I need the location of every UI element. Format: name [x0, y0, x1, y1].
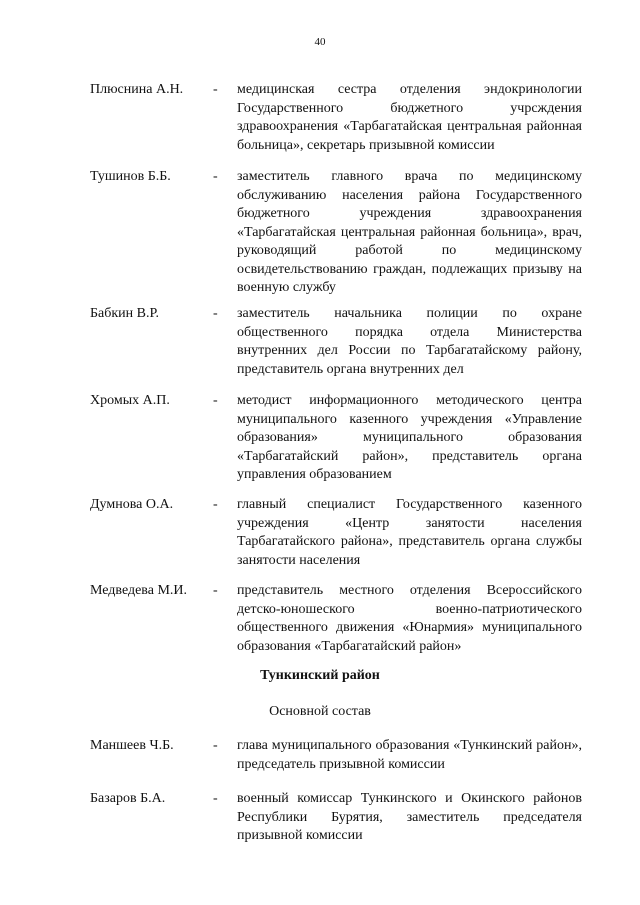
member-description: медицинская сестра отделения эндокринологии Государственного бюджетного учрсждения здравоохранения «Тарбагатайская центральная районная больница», секретарь призывной комиссии — [237, 82, 582, 153]
member-name: Базаров Б.А. — [90, 791, 166, 806]
section-subheading: Основной состав — [269, 704, 371, 719]
member-name: Медведева М.И. — [90, 583, 188, 598]
member-description: представитель местного отделения Всероссийского детско-юношеского военно-патриотического общественного движения «Юнармия» муниципального образования «Тарбагатайский район» — [237, 583, 582, 654]
member-name: Тушинов Б.Б. — [90, 169, 171, 184]
member-description: военный комиссар Тункинского и Окинского районов Республики Бурятия, заместитель председателя призывной комиссии — [237, 791, 582, 843]
dash-separator: - — [213, 82, 218, 97]
member-name: Бабкин В.Р. — [90, 306, 160, 321]
dash-separator: - — [213, 497, 218, 512]
dash-separator: - — [213, 169, 218, 184]
dash-separator: - — [213, 306, 218, 321]
section-heading: Тункинский район — [260, 668, 380, 683]
dash-separator: - — [213, 791, 218, 806]
dash-separator: - — [213, 738, 218, 753]
member-name: Думнова О.А. — [90, 497, 174, 512]
member-name: Маншеев Ч.Б. — [90, 738, 174, 753]
member-name: Плюснина А.Н. — [90, 82, 184, 97]
dash-separator: - — [213, 583, 218, 598]
member-description: глава муниципального образования «Тункинский район», председатель призывной комиссии — [237, 738, 582, 772]
page-number: 40 — [314, 36, 326, 48]
member-description: заместитель начальника полиции по охране общественного порядка отдела Министерства внутренних дел России по Тарбагатайскому району, представитель органа внутренних дел — [237, 306, 582, 377]
dash-separator: - — [213, 393, 218, 408]
member-description: методист информационного методического центра муниципального казенного учреждения «Управление образования» муниципального образования «Тарбагатайский район», представитель органа управления образованием — [237, 393, 582, 482]
member-name: Хромых А.П. — [90, 393, 170, 408]
member-description: заместитель главного врача по медицинскому обслуживанию населения района Государственного бюджетного учреждения здравоохранения «Тарбагатайская центральная районная больница», врач, руководящий работой по медицинскому освидетельствованию граждан, подлежащих призыву на военную службу — [237, 169, 582, 295]
member-description: главный специалист Государственного казенного учреждения «Центр занятости населения Тарбагатайского района», представитель органа службы занятости населения — [237, 497, 582, 568]
